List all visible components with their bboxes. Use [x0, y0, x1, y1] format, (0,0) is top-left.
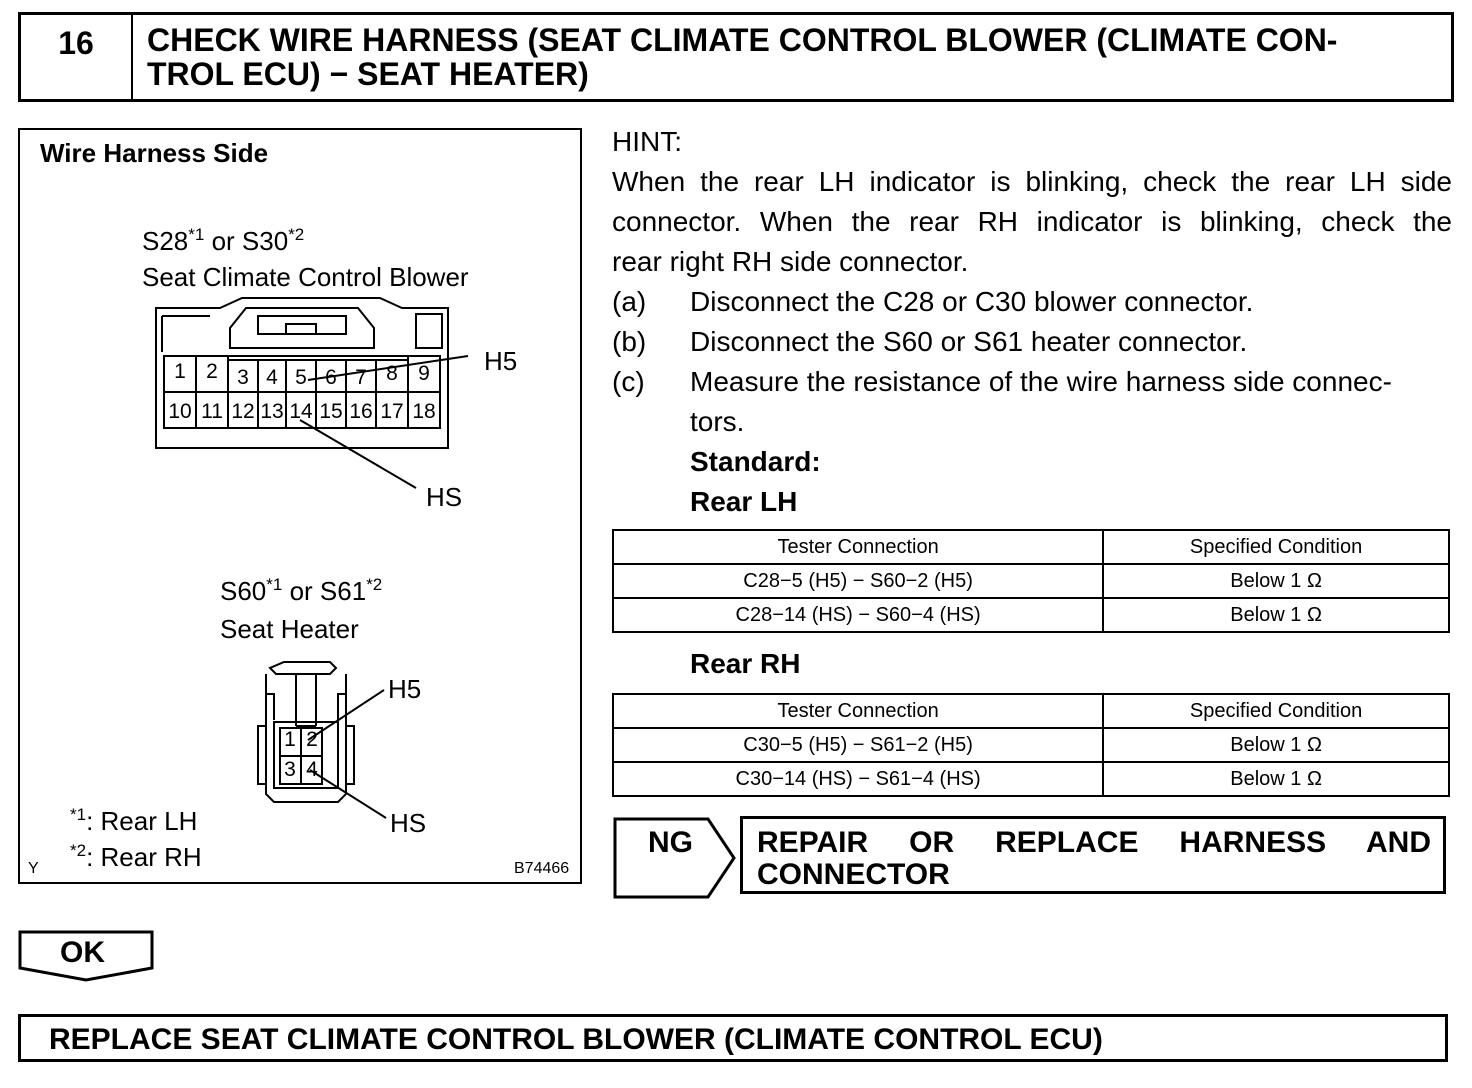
table-header-cell: Tester Connection	[613, 530, 1103, 564]
wire-harness-diagram	[18, 128, 582, 884]
corner-letter: Y	[28, 860, 39, 877]
blower-hs-callout: HS	[426, 482, 463, 512]
step-number: 16	[21, 15, 133, 99]
diagram-heading: Wire Harness Side	[40, 138, 269, 168]
blower-pin: 4	[266, 366, 278, 389]
blower-pin: 3	[237, 366, 249, 389]
table-header-cell: Specified Condition	[1103, 530, 1449, 564]
legend-note-rear-rh	[70, 842, 202, 876]
blower-pin: 6	[325, 366, 337, 389]
legend-note-rear-lh	[70, 806, 197, 840]
table-cell: Below 1 Ω	[1103, 598, 1449, 632]
table-cell: Below 1 Ω	[1103, 762, 1449, 796]
ng-label: NG	[648, 826, 693, 859]
blower-label-sup1: *1	[188, 225, 205, 244]
step-b-letter: (b)	[612, 326, 647, 357]
heater-description: Seat Heater	[220, 614, 359, 644]
step-header	[18, 12, 1454, 102]
blower-connector-label	[142, 226, 304, 260]
blower-label-sup2: *2	[288, 225, 305, 244]
blower-pin: 8	[386, 362, 398, 385]
table-header-row	[613, 530, 1449, 564]
blower-pin: 1	[174, 360, 186, 383]
rear-lh-spec-table	[612, 529, 1450, 633]
table-cell: Below 1 Ω	[1103, 728, 1449, 762]
table-header-cell: Specified Condition	[1103, 694, 1449, 728]
table-header-cell: Tester Connection	[613, 694, 1103, 728]
ok-result	[18, 930, 158, 984]
step-a-letter: (a)	[612, 286, 647, 317]
legend-note1-mark: *1	[70, 805, 87, 824]
table-row	[613, 728, 1449, 762]
step-a-text: Disconnect the C28 or C30 blower connector.	[690, 286, 1254, 317]
table-cell: Below 1 Ω	[1103, 564, 1449, 598]
legend-note1-text: : Rear LH	[86, 806, 198, 836]
heater-pin: 4	[306, 758, 318, 781]
blower-h5-callout: H5	[484, 346, 518, 376]
hint-label: HINT:	[612, 126, 682, 157]
blower-pin: 13	[260, 400, 284, 423]
blower-label-name2: S30	[241, 226, 289, 256]
table-row	[613, 762, 1449, 796]
standard-label: Standard:	[690, 446, 821, 477]
table-cell: C28−14 (HS) − S60−4 (HS)	[613, 598, 1103, 632]
hint-line-3: rear right RH side connector.	[612, 246, 969, 277]
blower-pin: 17	[380, 400, 404, 423]
step-c-text-line-1: Measure the resistance of the wire harness side connec-	[690, 366, 1392, 397]
table-cell: C28−5 (H5) − S60−2 (H5)	[613, 564, 1103, 598]
step-title-line-1: CHECK WIRE HARNESS (SEAT CLIMATE CONTROL BLOWER (CLIMATE CON-	[147, 22, 1338, 58]
hint-line-2: connector. When the rear RH indicator is blinking, check the	[612, 206, 1452, 237]
table-cell: C30−14 (HS) − S61−4 (HS)	[613, 762, 1103, 796]
ok-label: OK	[60, 936, 105, 969]
table-row	[613, 564, 1449, 598]
blower-pin: 11	[201, 400, 223, 423]
rear-lh-title: Rear LH	[690, 486, 798, 517]
blower-label-or: or	[204, 226, 242, 256]
blower-label-name: S28	[142, 226, 189, 256]
heater-hs-callout: HS	[390, 808, 427, 838]
step-c-letter: (c)	[612, 366, 645, 397]
step-c-text-line-2: tors.	[690, 406, 745, 437]
heater-pin: 1	[284, 728, 296, 751]
blower-pin: 15	[319, 400, 343, 423]
ok-action-box: REPLACE SEAT CLIMATE CONTROL BLOWER (CLIMATE CONTROL ECU)	[18, 1014, 1448, 1062]
blower-description: Seat Climate Control Blower	[142, 262, 469, 292]
blower-pin: 2	[206, 360, 218, 383]
step-b-text: Disconnect the S60 or S61 heater connector.	[690, 326, 1248, 357]
heater-connector-label	[220, 576, 382, 610]
ng-action-box	[740, 816, 1446, 894]
blower-pin: 16	[349, 400, 373, 423]
ng-action-line-2: CONNECTOR	[757, 858, 950, 891]
table-cell: C30−5 (H5) − S61−2 (H5)	[613, 728, 1103, 762]
legend-note2-text: : Rear RH	[86, 842, 202, 872]
figure-id: B74466	[514, 860, 570, 877]
blower-pin: 10	[168, 400, 192, 423]
heater-pin: 3	[284, 758, 296, 781]
legend-note2-mark: *2	[70, 841, 87, 860]
blower-pin: 5	[295, 366, 307, 389]
heater-h5-callout: H5	[388, 674, 422, 704]
heater-pin: 2	[306, 728, 318, 751]
heater-label-sup2: *2	[366, 575, 383, 594]
blower-pin: 9	[418, 362, 430, 385]
heater-label-name: S60	[220, 576, 267, 606]
rear-rh-spec-table	[612, 693, 1450, 797]
ng-action-line-1: REPAIR OR REPLACE HARNESS AND	[757, 826, 1431, 859]
blower-pin: 18	[412, 400, 436, 423]
blower-connector-latch	[230, 308, 374, 348]
heater-label-sup1: *1	[266, 575, 283, 594]
hint-line-1: When the rear LH indicator is blinking, check the rear LH side	[612, 166, 1452, 197]
blower-pin: 7	[355, 366, 367, 389]
heater-label-or: or	[282, 576, 320, 606]
table-header-row	[613, 694, 1449, 728]
step-title	[147, 23, 1437, 91]
blower-pin: 12	[231, 400, 255, 423]
table-row	[613, 598, 1449, 632]
heater-label-name2: S61	[319, 576, 367, 606]
heater-connector-outline	[270, 662, 336, 674]
step-title-line-2: TROL ECU) − SEAT HEATER)	[147, 56, 589, 92]
rear-rh-title: Rear RH	[690, 648, 801, 679]
blower-pin: 14	[289, 400, 313, 423]
blower-hs-callout-line	[300, 420, 416, 488]
